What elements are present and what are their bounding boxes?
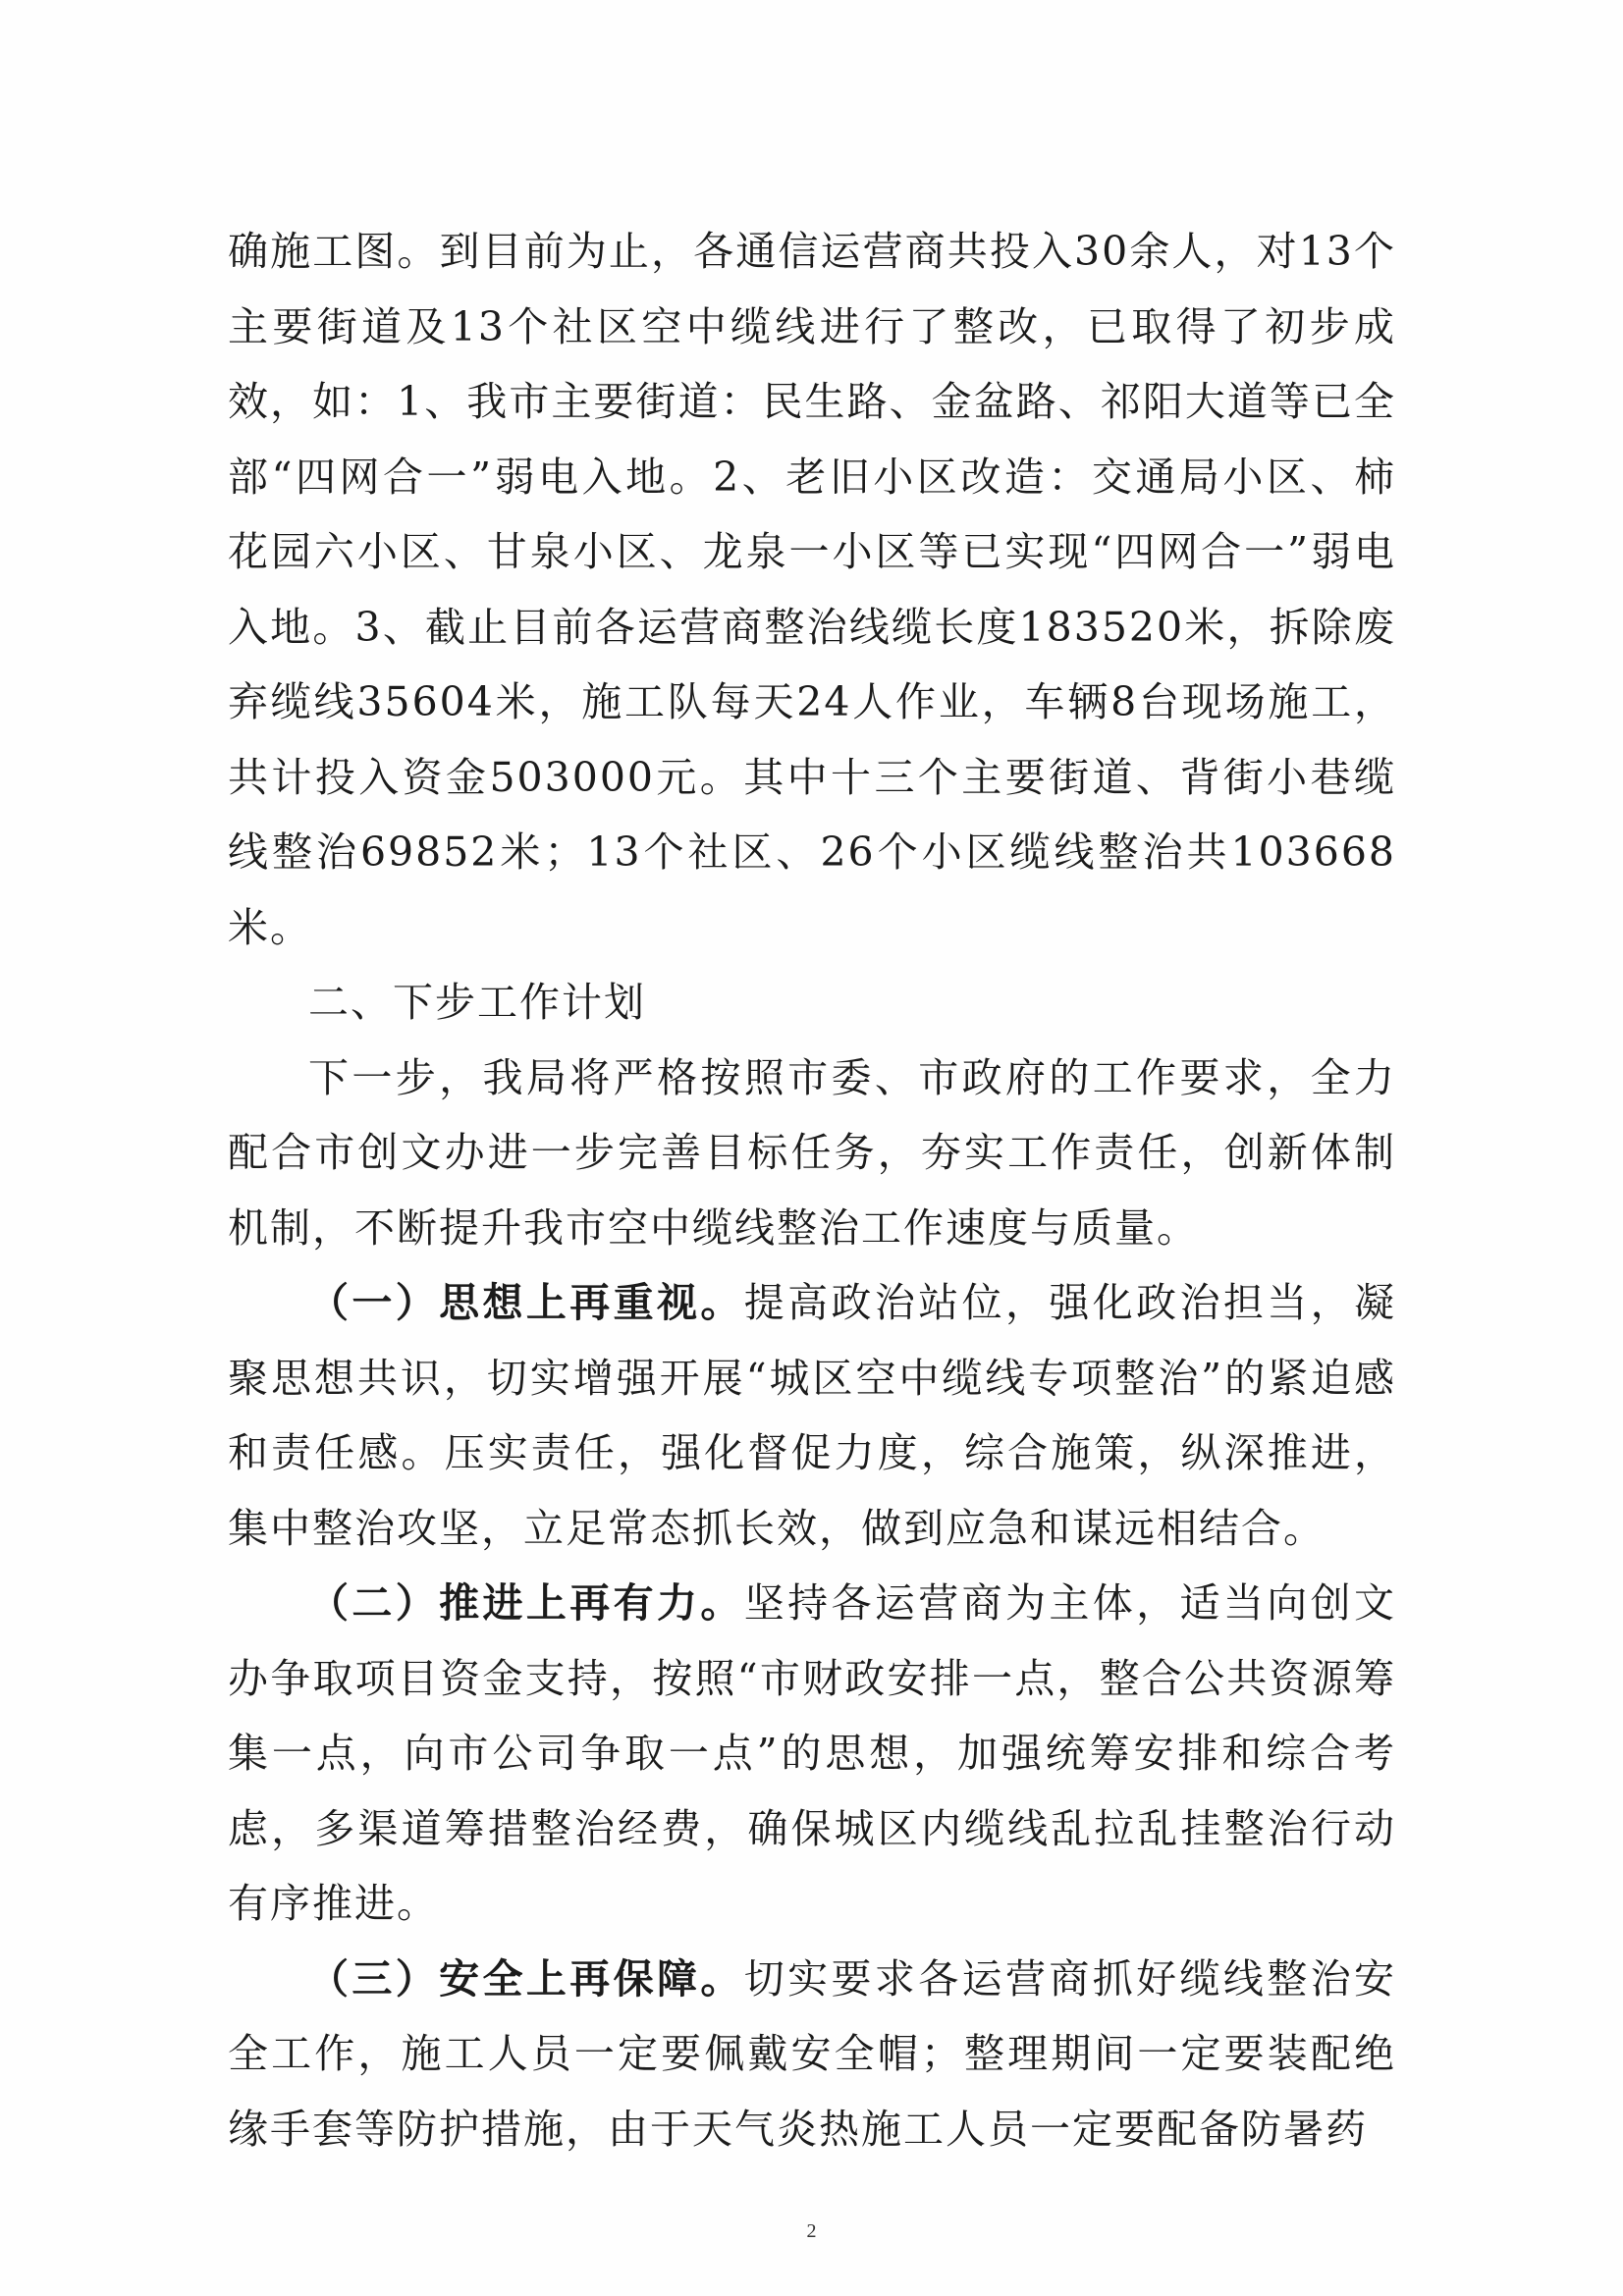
paragraph-item-3 bbox=[228, 1942, 1396, 2167]
document-body bbox=[228, 214, 1396, 2166]
item-2-text: 坚持各运营商为主体，适当向创文办争取项目资金支持，按照“市财政安排一点，整合公共资源筹集一点，向市公司争取一点”的思想，加强统筹安排和综合考虑，多渠道筹措整治经费，确保城区内缆线乱拉乱挂整治行动有序推进。 bbox=[228, 1579, 1396, 1927]
item-3-title: （三）安全上再保障。 bbox=[308, 1954, 744, 2002]
paragraph-item-2 bbox=[228, 1566, 1396, 1942]
paragraph-item-1 bbox=[228, 1265, 1396, 1566]
item-1-text: 提高政治站位，强化政治担当，凝聚思想共识，切实增强开展“城区空中缆线专项整治”的紧迫感和责任感。压实责任，强化督促力度，综合施策，纵深推进，集中整治攻坚，立足常态抓长效，做到应急和谋远相结合。 bbox=[228, 1279, 1396, 1552]
paragraph-progress-summary: 确施工图。到目前为止，各通信运营商共投入30余人，对13个主要街道及13个社区空中缆线进行了整改，已取得了初步成效，如：1、我市主要街道：民生路、金盆路、祁阳大道等已全部“四网合一”弱电入地。2、老旧小区改造：交通局小区、柿花园六小区、甘泉小区、龙泉一小区等已实现“四网合一”弱电入地。3、截止目前各运营商整治线缆长度183520米，拆除废弃缆线35604米，施工队每天24人作业，车辆8台现场施工，共计投入资金503000元。其中十三个主要街道、背街小巷缆线整治69852米；13个社区、26个小区缆线整治共103668米。 bbox=[228, 228, 1396, 951]
paragraph-next-step-intro: 下一步，我局将严格按照市委、市政府的工作要求，全力配合市创文办进一步完善目标任务，夯实工作责任，创新体制机制，不断提升我市空中缆线整治工作速度与质量。 bbox=[228, 1053, 1396, 1252]
item-2-title: （二）推进上再有力。 bbox=[308, 1579, 744, 1627]
item-3-text: 切实要求各运营商抓好缆线整治安全工作，施工人员一定要佩戴安全帽；整理期间一定要装配绝缘手套等防护措施，由于天气炎热施工人员一定要配备防暑药 bbox=[228, 1954, 1396, 2153]
item-1-title: （一）思想上再重视。 bbox=[308, 1279, 744, 1326]
section-heading-next-plan: 二、下步工作计划 bbox=[308, 979, 646, 1026]
page-number: 2 bbox=[806, 2220, 817, 2242]
